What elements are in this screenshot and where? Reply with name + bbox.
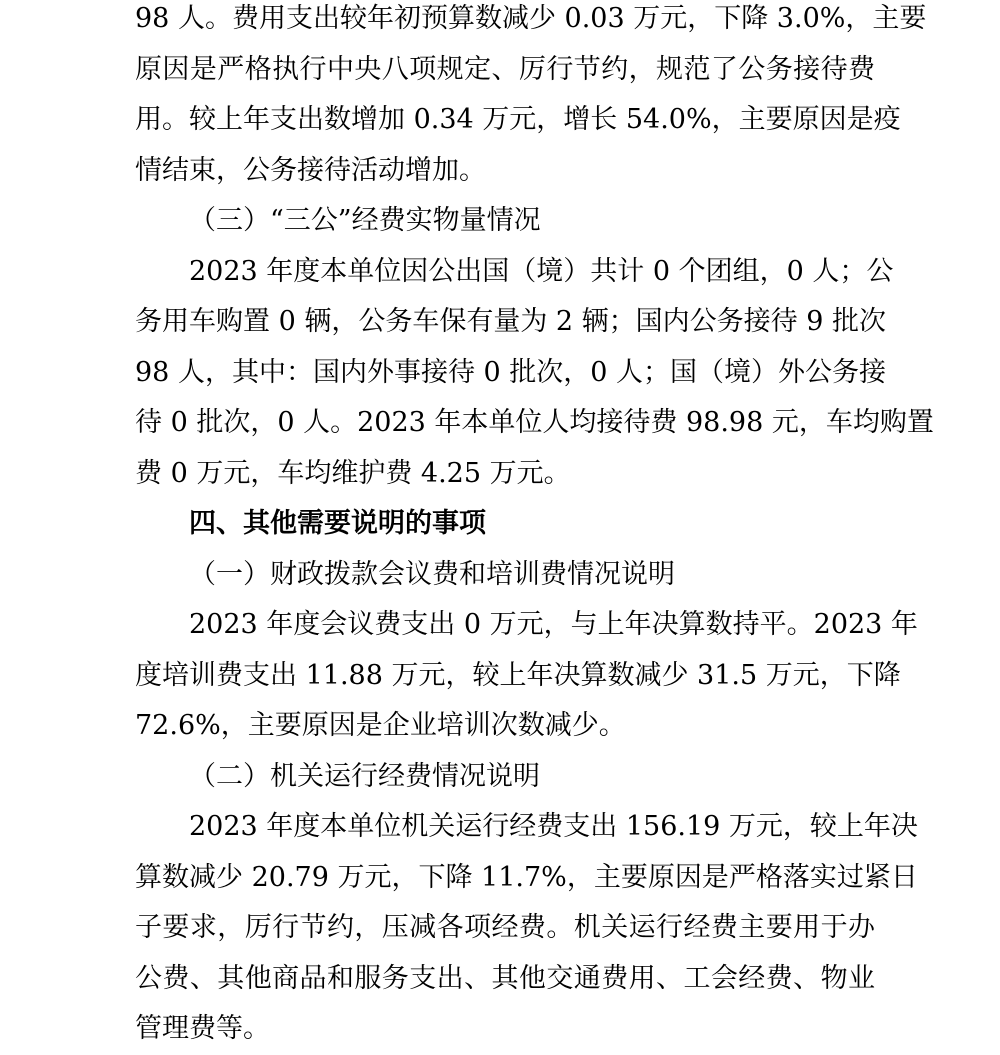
paragraph-operating-expenses	[135, 802, 918, 1055]
subheading-meeting-training	[135, 550, 875, 601]
paragraph-reception-expenses	[135, 0, 927, 196]
paragraph-meeting-training	[135, 600, 918, 752]
subheading-text: （三）“三公”经费实物量情况	[189, 205, 541, 236]
text-line: 度培训费支出 11.88 万元，较上年决算数减少 31.5 万元，下降	[135, 659, 901, 691]
text-line: 98 人。费用支出较年初预算数减少 0.03 万元，下降 3.0%，主要	[135, 3, 927, 34]
subheading-operating-expenses	[135, 752, 875, 803]
subheading-text: （一）财政拨款会议费和培训费情况说明	[189, 558, 675, 590]
subheading-text: （二）机关运行经费情况说明	[189, 760, 540, 792]
text-line: 子要求，厉行节约，压减各项经费。机关运行经费主要用于办	[135, 912, 875, 943]
text-line: 务用车购置 0 辆，公务车保有量为 2 辆；国内公务接待 9 批次	[135, 306, 887, 337]
text-line: 公费、其他商品和服务支出、其他交通费用、工会经费、物业	[135, 962, 875, 994]
text-line: 72.6%，主要原因是企业培训次数减少。	[135, 710, 626, 741]
paragraph-physical-quantities	[135, 247, 934, 500]
text-line: 算数减少 20.79 万元，下降 11.7%，主要原因是严格落实过紧日	[135, 861, 918, 893]
text-line: 情结束，公务接待活动增加。	[135, 154, 486, 186]
text-line: 费 0 万元，车均维护费 4.25 万元。	[135, 457, 571, 489]
text-line: 2023 年度本单位因公出国（境）共计 0 个团组，0 人；公	[189, 255, 894, 287]
text-line: 98 人，其中：国内外事接待 0 批次，0 人；国（境）外公务接	[135, 356, 887, 388]
text-line: 2023 年度会议费支出 0 万元，与上年决算数持平。2023 年	[189, 609, 918, 640]
text-line: 用。较上年支出数增加 0.34 万元，增长 54.0%，主要原因是疫	[135, 104, 901, 135]
subheading-three-public-physical	[135, 196, 875, 247]
section-heading-text: 四、其他需要说明的事项	[189, 508, 486, 539]
text-line: 2023 年度本单位机关运行经费支出 156.19 万元，较上年决	[189, 811, 918, 842]
text-line: 待 0 批次，0 人。2023 年本单位人均接待费 98.98 元，车均购置	[135, 407, 934, 438]
document-body	[135, 0, 934, 1055]
text-line: 原因是严格执行中央八项规定、厉行节约，规范了公务接待费	[135, 53, 875, 85]
text-line: 管理费等。	[135, 1013, 270, 1044]
section-heading-other-matters	[135, 499, 875, 550]
